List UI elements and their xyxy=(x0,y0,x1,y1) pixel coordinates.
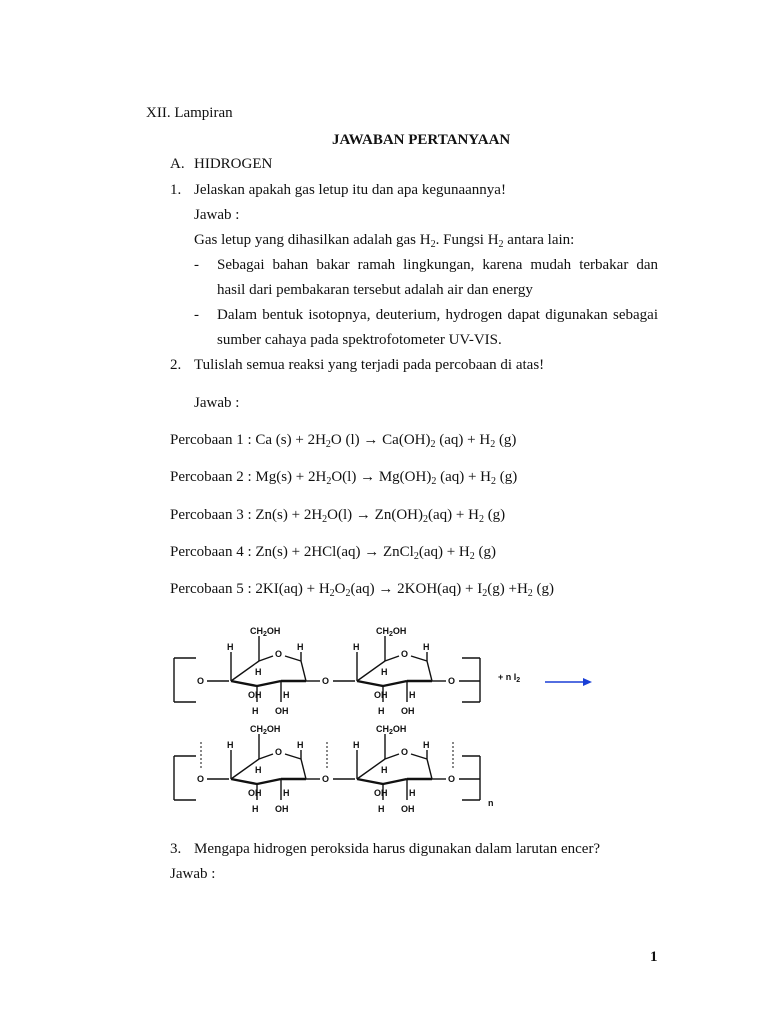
hydrogen-label: H xyxy=(297,740,304,750)
bullet-dash: - xyxy=(194,307,199,323)
hydroxyl-label: OH xyxy=(374,690,388,700)
bond-line xyxy=(259,754,273,759)
glycosidic-oxygen-label: O xyxy=(197,774,205,784)
bond-line xyxy=(385,754,399,759)
reaction-2: Percobaan 2 : $Mg(s) + 2H_2O(l) \to Mg(OH)_2$ $(aq) + H_2$ (g) xyxy=(170,469,518,487)
bond-line xyxy=(231,779,257,784)
section-title: XII. Lampiran xyxy=(146,105,233,121)
bond-line xyxy=(231,681,257,686)
page-number: 1 xyxy=(650,949,658,965)
bond-line xyxy=(411,656,427,661)
bond-line xyxy=(257,681,281,686)
hydrogen-label: H xyxy=(381,667,388,677)
repeat-unit-label: n xyxy=(488,798,494,808)
subsection-marker: A. xyxy=(170,156,185,172)
bond-line xyxy=(357,779,383,784)
hydrogen-label: H xyxy=(353,740,360,750)
ring-oxygen-label: O xyxy=(275,747,283,757)
ring-oxygen-label: O xyxy=(275,649,283,659)
hydroxyl-label: OH xyxy=(248,788,262,798)
q1-answer-label: Jawab : xyxy=(194,207,240,223)
q1-question: Jelaskan apakah gas letup itu dan apa kegunaannya! xyxy=(194,182,506,198)
hydrogen-label: H xyxy=(423,740,430,750)
hydrogen-label: H xyxy=(353,642,360,652)
glycosidic-oxygen-label: O xyxy=(322,774,330,784)
bond-line xyxy=(257,779,281,784)
hydroxyl-label: OH xyxy=(275,706,289,716)
hydroxyl-label: OH xyxy=(248,690,262,700)
ch2oh-label: $CH_2OH$ xyxy=(250,626,281,638)
hydrogen-label: H xyxy=(409,690,416,700)
hydrogen-label: H xyxy=(378,804,385,814)
hydrogen-label: H xyxy=(381,765,388,775)
bond-line xyxy=(427,661,432,681)
bullet-2-line-1: Dalam bentuk isotopnya, deuterium, hydrogen dapat digunakan sebagai xyxy=(217,307,658,323)
q3-question: Mengapa hidrogen peroksida harus digunakan dalam larutan encer? xyxy=(194,841,601,857)
hydrogen-label: H xyxy=(423,642,430,652)
ch2oh-label: $CH_2OH$ xyxy=(376,626,407,638)
hydroxyl-label: OH xyxy=(401,706,415,716)
bond-line xyxy=(427,759,432,779)
q1-answer-intro: Gas letup yang dihasilkan adalah gas $H_2$. Fungsi $H_2$ antara lain: xyxy=(194,232,575,250)
hydrogen-label: H xyxy=(252,804,259,814)
ring-oxygen-label: O xyxy=(401,649,409,659)
hydrogen-label: H xyxy=(283,690,290,700)
glycosidic-oxygen-label: O xyxy=(448,774,456,784)
hydrogen-label: H xyxy=(227,642,234,652)
glycosidic-oxygen-label: O xyxy=(197,676,205,686)
bullet-2-line-2: sumber cahaya pada spektrofotometer UV-VIS. xyxy=(217,332,502,348)
hydroxyl-label: OH xyxy=(401,804,415,814)
reaction-arrow-head xyxy=(583,678,592,686)
bond-line xyxy=(285,754,301,759)
bullet-1-line-2: hasil dari pembakaran tersebut adalah air dan energy xyxy=(217,282,533,298)
hydrogen-label: H xyxy=(378,706,385,716)
ch2oh-label: $CH_2OH$ xyxy=(250,724,281,736)
bond-line xyxy=(259,656,273,661)
reagent-label: + n $I_2$ xyxy=(498,672,521,684)
q3-answer-label: Jawab : xyxy=(170,866,216,882)
hydroxyl-label: OH xyxy=(275,804,289,814)
q3-number: 3. xyxy=(170,841,182,857)
bond-line xyxy=(285,656,301,661)
hydrogen-label: H xyxy=(252,706,259,716)
q1-number: 1. xyxy=(170,182,182,198)
page-heading: JAWABAN PERTANYAAN xyxy=(332,132,511,148)
hydrogen-label: H xyxy=(283,788,290,798)
bond-line xyxy=(357,681,383,686)
hydrogen-label: H xyxy=(255,667,262,677)
q2-answer-label: Jawab : xyxy=(194,395,240,411)
bond-line xyxy=(383,681,407,686)
glycosidic-oxygen-label: O xyxy=(448,676,456,686)
q2-number: 2. xyxy=(170,357,182,373)
reaction-4: Percobaan 4 : Zn(s) + 2HCl(aq) → ZnCl$_2$(aq) + $H_2$ (g) xyxy=(170,544,497,562)
bond-line xyxy=(301,759,306,779)
reaction-1: Percobaan 1 : Ca $(s) + 2H_2O$ $(l) \to Ca(OH)_2$ $(aq) + H_2$ (g) xyxy=(170,432,517,450)
subsection-title: HIDROGEN xyxy=(194,156,273,172)
hydrogen-label: H xyxy=(227,740,234,750)
glycosidic-oxygen-label: O xyxy=(322,676,330,686)
bullet-dash: - xyxy=(194,257,199,273)
bullet-1-line-1: Sebagai bahan bakar ramah lingkungan, karena mudah terbakar dan xyxy=(217,257,658,273)
ring-oxygen-label: O xyxy=(401,747,409,757)
q2-question: Tulislah semua reaksi yang terjadi pada percobaan di atas! xyxy=(194,357,545,373)
bond-line xyxy=(411,754,427,759)
hydrogen-label: H xyxy=(409,788,416,798)
bond-line xyxy=(301,661,306,681)
reaction-3: Percobaan 3 : $Zn(s) + 2H_2O(l) \to Zn(OH)_2(aq) + H_2$ (g) xyxy=(170,507,506,525)
ch2oh-label: $CH_2OH$ xyxy=(376,724,407,736)
hydroxyl-label: OH xyxy=(374,788,388,798)
bond-line xyxy=(383,779,407,784)
hydrogen-label: H xyxy=(297,642,304,652)
reaction-5: Percobaan 5 : $2KI(aq) + H_2O_2(aq) \to 2KOH(aq) + I_2(g) +H_2$ (g) xyxy=(170,581,555,599)
hydrogen-label: H xyxy=(255,765,262,775)
bond-line xyxy=(385,656,399,661)
